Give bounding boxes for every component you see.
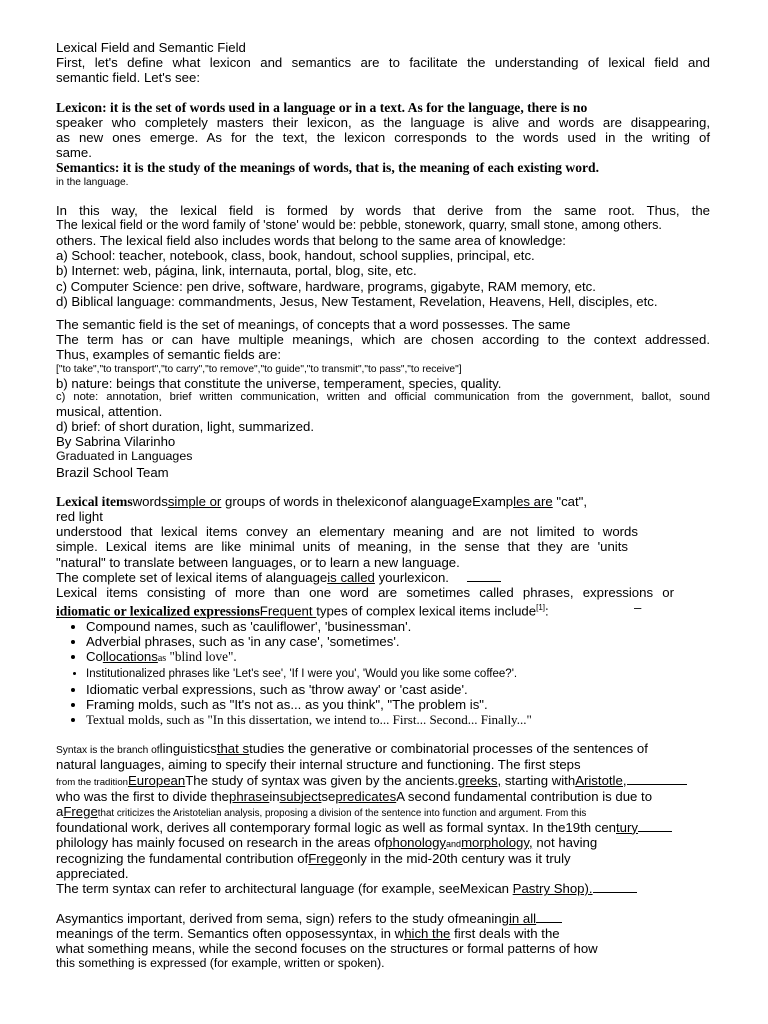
text-span: that criticizes the Aristotelian analysis, proposing a division of the sentence into function and argument. From this — [97, 807, 587, 819]
doc-title: Lexical Field and Semantic Field — [56, 40, 246, 55]
text-span: philology has mainly focused on research in the areas of — [56, 834, 386, 850]
list-item: • Adverbial phrases, such as 'in any case', 'sometimes'. — [86, 634, 710, 649]
lexical-items-line: simple. Lexical items are like minimal units of meaning, in the sense that they are 'units — [56, 539, 628, 555]
lexical-items-line — [56, 600, 710, 619]
text-span: meanings of the term. Semantics often opposes — [56, 925, 336, 941]
text-span: Syntax is the branch of — [56, 745, 160, 757]
semantic-field-array: ["to take","to transport","to carry","to remove","to guide","to transmit","to pass","to receive"] — [56, 363, 462, 375]
wiki-link[interactable]: syntax, in w — [335, 925, 405, 941]
idiomatic-expressions-link[interactable]: idiomatic or lexicalized expressions — [56, 603, 260, 619]
semantic-field-item: b) nature: beings that constitute the universe, temperament, species, quality. — [56, 375, 502, 391]
asymantics-line — [56, 911, 710, 926]
text-span: The study of syntax was given by the ancients. — [185, 772, 458, 788]
intro-line: First, let's define what lexicon and semantics are to facilitate the understanding of lexical field and — [56, 55, 710, 71]
complex-items-list — [56, 619, 710, 727]
lexicon-line: speaker who completely masters their lexicon, as the language is alive and words are disappearing, — [56, 114, 710, 130]
text-span: "blind love". — [166, 649, 237, 665]
wiki-link[interactable]: in all — [508, 910, 537, 926]
wiki-link[interactable]: Frege — [308, 850, 343, 866]
list-item: • Framing molds, such as "It's not as... as you think", "The problem is". — [86, 697, 710, 712]
text-span: words — [132, 493, 168, 509]
text-span: and — [446, 838, 462, 849]
lexical-field-item: c) Computer Science: pen drive, software, hardware, programs, gigabyte, RAM memory, etc. — [56, 278, 596, 294]
author-team: Brazil School Team — [56, 464, 169, 480]
text-span: "cat", — [552, 493, 588, 509]
syntax-line — [56, 789, 710, 804]
wiki-link[interactable]: is called — [327, 569, 375, 585]
document-page — [56, 40, 710, 971]
text-span: who was the first to divide the — [56, 788, 229, 804]
text-span: only in the mid-20th century was it truly — [342, 850, 571, 866]
lexical-items-line: Lexical items consisting of more than one word are sometimes called phrases, expressions or — [56, 585, 674, 601]
text-span: not having — [532, 834, 598, 850]
lexical-field-line: In this way, the lexical field is formed by words that derive from the same root. Thus, the — [56, 202, 710, 218]
text-span: recognizing the fundamental contribution of — [56, 850, 309, 866]
wiki-link[interactable]: les are — [513, 493, 553, 509]
text-span: Examp — [472, 493, 514, 509]
text-span: se — [321, 788, 336, 804]
text-span: of a — [395, 493, 418, 509]
text-span: Asymantics important, derived from sema, sign) refers to the study of — [56, 910, 459, 926]
text-span: first deals with the — [450, 925, 560, 941]
syntax-line — [56, 835, 710, 851]
syntax-line — [56, 820, 710, 835]
semantic-field-line: The semantic field is the set of meanings, of concepts that a word possesses. The same — [56, 317, 571, 333]
lexical-field-item: d) Biblical language: commandments, Jesus, New Testament, Revelation, Heavens, Hell, disciples, etc. — [56, 293, 658, 309]
lexical-items-term: Lexical items — [56, 493, 133, 509]
wiki-link[interactable]: simple or — [167, 493, 222, 509]
text-span: from the tradition — [56, 776, 128, 788]
list-item: • Textual molds, such as "In this dissertation, we intend to... First... Second... Finally..." — [86, 712, 710, 727]
underline-blank — [467, 570, 501, 582]
lexical-field-item: a) School: teacher, notebook, class, book, handout, school supplies, principal, etc. — [56, 248, 535, 264]
syntax-line — [56, 804, 710, 820]
underline-blank — [536, 911, 562, 923]
wiki-link[interactable]: 19th cen — [565, 819, 617, 835]
list-item: • Institutionalized phrases like 'Let's see', 'If I were you', 'Would you like some coffee?'. — [86, 667, 710, 682]
wiki-link[interactable]: tury — [616, 819, 638, 835]
wiki-link[interactable]: European — [128, 772, 186, 788]
semantic-field-item: d) brief: of short duration, light, summarized. — [56, 419, 314, 435]
wiki-link[interactable]: that s — [216, 741, 250, 757]
semantics-heading: Semantics: it is the study of the meanings of words, that is, the meaning of each existing word. — [56, 160, 599, 176]
wiki-link[interactable]: Frege — [63, 803, 98, 819]
asymantics-line: what something means, while the second focuses on the structures or formal patterns of how — [56, 940, 598, 956]
wiki-link[interactable]: llocations — [102, 649, 158, 665]
syntax-line — [56, 741, 710, 757]
lexicon-line: as new ones emerge. As for the text, the lexicon corresponds to the words used in the writing of — [56, 130, 710, 146]
lexical-items-line: "natural" to translate between languages, or to learn a new language. — [56, 554, 460, 570]
text-span: groups of words in the — [221, 493, 355, 509]
asymantics-line — [56, 926, 710, 941]
wiki-link[interactable]: linguistics — [159, 741, 217, 757]
lexical-items-line — [56, 570, 710, 585]
author-degree: Graduated in Languages — [56, 449, 193, 464]
wiki-link[interactable]: Mexican — [459, 881, 513, 897]
lexical-items-line: understood that lexical items convey an elementary meaning and are not limited to words — [56, 524, 638, 540]
wiki-link[interactable]: Pastry Shop). — [512, 881, 593, 897]
semantics-tail: in the language. — [56, 176, 129, 188]
syntax-line — [56, 881, 710, 896]
dash-mark: – — [634, 600, 642, 616]
semantic-field-item: musical, attention. — [56, 403, 163, 419]
lexicon-line: same. — [56, 145, 92, 161]
syntax-line: appreciated. — [56, 866, 129, 882]
asymantics-line: this something is expressed (for example, written or spoken). — [56, 956, 385, 971]
wiki-link[interactable]: Aristotle, — [575, 772, 627, 788]
lexicon-heading: Lexicon: it is the set of words used in a language or in a text. As for the language, there is no — [56, 99, 588, 115]
footnote-ref[interactable]: [1] — [536, 603, 546, 613]
underline-blank — [593, 881, 637, 893]
text-span: A second fundamental contribution is due to — [396, 788, 653, 804]
text-span: The term syntax can refer to architectural language (for example, see — [56, 881, 460, 897]
text-span: starting with — [501, 772, 576, 788]
text-span: : — [545, 603, 549, 619]
author-byline: By Sabrina Vilarinho — [56, 434, 176, 450]
semantic-field-line: Thus, examples of semantic fields are: — [56, 347, 282, 363]
text-span: in — [269, 788, 280, 804]
wiki-link[interactable]: Frequent — [259, 603, 317, 619]
intro-line: semantic field. Let's see: — [56, 70, 200, 86]
lexical-items-line — [56, 494, 710, 509]
wiki-link[interactable]: phonology — [385, 834, 447, 850]
wiki-link[interactable]: lexicon — [354, 493, 396, 509]
text-span: foundational work, derives all contemporary formal logic as well as formal syntax. In the — [56, 819, 566, 835]
wiki-link[interactable]: language — [272, 569, 328, 585]
text-span: a — [56, 803, 64, 819]
list-item — [86, 649, 710, 666]
wiki-link[interactable]: predicates — [335, 788, 397, 804]
wiki-link[interactable]: language — [417, 493, 473, 509]
wiki-link[interactable]: hich the — [404, 925, 451, 941]
text-span: Co — [86, 649, 103, 665]
wiki-link[interactable]: phrase — [229, 788, 270, 804]
lexical-field-line: others. The lexical field also includes words that belong to the same area of knowledge: — [56, 233, 566, 249]
text-span: The complete set of lexical items of a — [56, 569, 273, 585]
syntax-line — [56, 773, 710, 789]
text-span: types of complex lexical items include — [316, 603, 537, 619]
semantic-field-line: The term has or can have multiple meanings, which are chosen according to the context addressed. — [56, 332, 710, 348]
text-span: as — [157, 653, 167, 665]
lexical-field-item: b) Internet: web, página, link, internauta, portal, blog, site, etc. — [56, 263, 417, 279]
lexical-field-line: The lexical field or the word family of 'stone' would be: pebble, stonework, quarry, small stone, among others. — [56, 217, 662, 232]
wiki-link[interactable]: subject — [279, 788, 322, 804]
lexical-items-line: red light — [56, 509, 103, 525]
syntax-line: natural languages, aiming to specify their internal structure and functioning. The first steps — [56, 757, 581, 773]
underline-blank — [627, 773, 687, 785]
list-item: • Idiomatic verbal expressions, such as 'throw away' or 'cast aside'. — [86, 682, 710, 697]
wiki-link[interactable]: lexicon. — [404, 569, 449, 585]
wiki-link[interactable]: greeks, — [457, 772, 502, 788]
text-span: your — [374, 569, 405, 585]
wiki-link[interactable]: morphology, — [461, 834, 533, 850]
wiki-link[interactable]: meaning — [458, 910, 509, 926]
list-item: • Compound names, such as 'cauliflower', 'businessman'. — [86, 619, 710, 634]
semantic-field-item: c) note: annotation, brief written communication, written and official communication from the government, ballot, sound — [56, 390, 710, 403]
text-span: tudies the generative or combinatorial processes of the sentences of — [249, 741, 648, 757]
underline-blank — [638, 820, 672, 832]
syntax-line — [56, 851, 710, 866]
